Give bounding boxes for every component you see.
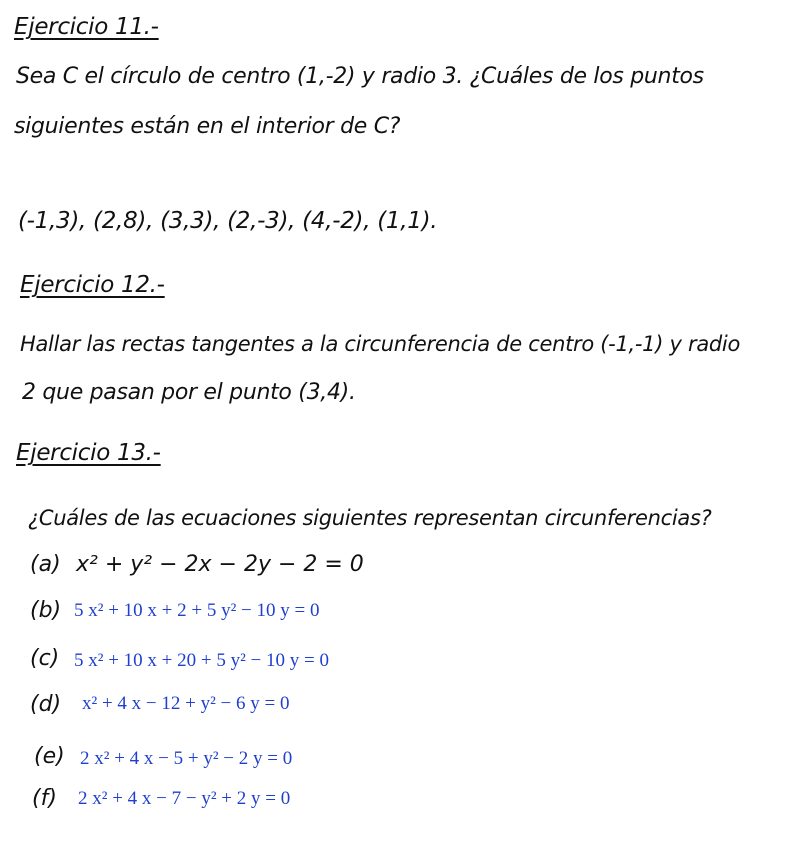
item-a-equation: x² + y² − 2x − 2y − 2 = 0 [76,552,364,577]
exercise-12-heading: Ejercicio 12.- [20,272,165,298]
exercise-12-statement-line-1: Hallar las rectas tangentes a la circunferencia de centro (-1,-1) y radio [20,332,741,356]
exercise-11-heading: Ejercicio 11.- [14,14,159,40]
exercise-13-heading: Ejercicio 13.- [16,440,161,466]
item-f-label: (f) [32,786,57,811]
exercise-13-question: ¿Cuáles de las ecuaciones siguientes representan circunferencias? [28,506,712,530]
item-b-label: (b) [30,598,62,623]
item-b-equation: 5 x² + 10 x + 2 + 5 y² − 10 y = 0 [74,600,320,621]
item-f-equation: 2 x² + 4 x − 7 − y² + 2 y = 0 [78,788,291,809]
item-a-label: (a) [30,552,61,577]
item-c-label: (c) [30,646,60,671]
exercise-11-statement-line-1: Sea C el círculo de centro (1,-2) y radio 3. ¿Cuáles de los puntos [16,64,704,89]
exercise-11-points: (-1,3), (2,8), (3,3), (2,-3), (4,-2), (1,1). [18,208,438,234]
item-e-label: (e) [34,744,65,769]
exercise-12-statement-line-2: 2 que pasan por el punto (3,4). [22,380,356,405]
exercise-11-statement-line-2: siguientes están en el interior de C? [14,114,401,139]
item-c-equation: 5 x² + 10 x + 20 + 5 y² − 10 y = 0 [74,650,329,671]
item-d-label: (d) [30,692,62,717]
item-d-equation: x² + 4 x − 12 + y² − 6 y = 0 [82,693,290,714]
item-e-equation: 2 x² + 4 x − 5 + y² − 2 y = 0 [80,748,293,769]
